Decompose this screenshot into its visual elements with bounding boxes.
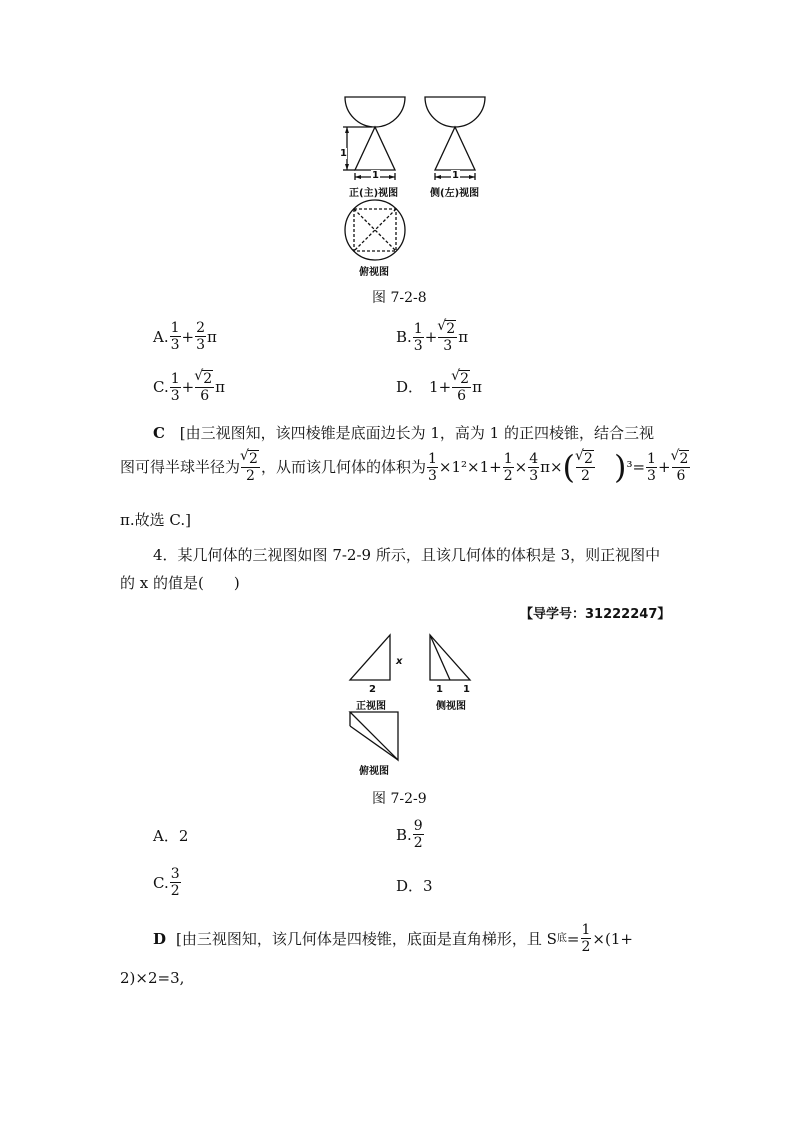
- fig2-side-dim-left: 1: [436, 684, 443, 695]
- option-b-prefix: B.: [396, 328, 412, 346]
- fraction: √ $\frac{2}{6}$: [195, 370, 214, 404]
- fig1-height-dim: 1: [340, 148, 347, 159]
- side-pyramid: [435, 127, 475, 170]
- option-b[interactable]: B. $\frac{9}{2}$: [396, 818, 423, 851]
- front-view-triangle: [350, 635, 390, 680]
- option-c[interactable]: C. $\frac{1}{3}$ + √ $\frac{2}{6}$ π: [153, 370, 225, 404]
- solution-text: [由三视图知，该四棱锥是底面边长为 1，高为 1 的正四棱锥，结合三视: [179, 424, 654, 442]
- fraction: √ $\frac{2}{3}$: [438, 320, 457, 354]
- option-c[interactable]: C. $\frac{3}{2}$: [153, 866, 180, 899]
- option-a[interactable]: A．2: [153, 827, 189, 845]
- figure-caption: 图 7-2-9: [372, 791, 427, 807]
- fig1-top-label: 俯视图: [359, 267, 389, 278]
- question-4-line-2: 的 x 的值是( ): [120, 574, 240, 592]
- fig1-front-label: 正(主)视图: [349, 188, 399, 199]
- fig1-side-width-dim: 1: [452, 170, 459, 181]
- solution-line-2: 2)×2=3,: [120, 969, 185, 987]
- fraction: $\frac{1}{2}$: [581, 922, 591, 955]
- fraction: √ $\frac{2}{2}$: [241, 450, 260, 484]
- fig2-front-dim: 2: [369, 684, 376, 695]
- solution-line-1: D [由三视图知，该几何体是四棱锥，底面是直角梯形，且 S 底 = $\frac{1}{2}$ ×(1+: [153, 922, 633, 955]
- answer-letter: D: [153, 929, 167, 948]
- fraction: $\frac{1}{3}$: [647, 450, 656, 484]
- fig2-side-dim-right: 1: [463, 684, 470, 695]
- fraction: $\frac{9}{2}$: [413, 818, 423, 851]
- fraction: √ $\frac{2}{2}$: [576, 450, 595, 484]
- front-hemisphere: [345, 97, 405, 127]
- option-d[interactable]: D． 1+ √ $\frac{2}{6}$ π: [396, 370, 482, 404]
- fraction: $\frac{1}{3}$: [170, 370, 180, 404]
- fig2-x-label: x: [396, 656, 403, 667]
- answer-letter: C: [153, 424, 165, 442]
- front-pyramid: [355, 127, 395, 170]
- option-a[interactable]: A. $\frac{1}{3}$ + $\frac{2}{3}$ π: [153, 320, 217, 353]
- option-b[interactable]: B. $\frac{1}{3}$ + √ $\frac{2}{3}$ π: [396, 320, 468, 354]
- fraction: √ $\frac{2}{6}$: [452, 370, 471, 404]
- option-d[interactable]: D．3: [396, 877, 433, 895]
- fraction: $\frac{3}{2}$: [170, 866, 180, 899]
- figure-7-2-8: [330, 90, 510, 275]
- fraction: $\frac{1}{3}$: [170, 320, 180, 353]
- fraction: $\frac{1}{3}$: [427, 450, 437, 484]
- question-4-line-1: 4．某几何体的三视图如图 7-2-9 所示，且该几何体的体积是 3，则正视图中: [153, 546, 661, 564]
- solution-line-2: 图可得半球半径为 √ $\frac{2}{2}$ ，从而该几何体的体积为 $\frac{1}{3}$ ×1²×1+ $\frac{1}{2}$ × $\frac{4}{3}$ π× ( √ $\frac{2}{2}$ ) ³= $\frac{1}{3}$ + √ $\frac{2}{6}$: [120, 450, 691, 484]
- option-d-prefix: D．: [396, 378, 424, 396]
- fig2-side-label: 侧视图: [436, 701, 466, 712]
- side-hemisphere: [425, 97, 485, 127]
- fig2-front-label: 正视图: [356, 701, 386, 712]
- option-a-prefix: A.: [153, 327, 169, 346]
- fraction: $\frac{1}{3}$: [413, 320, 423, 354]
- reference-number: 【导学号：31222247】: [520, 607, 671, 622]
- fraction: $\frac{1}{2}$: [503, 450, 513, 484]
- fraction: $\frac{2}{3}$: [196, 320, 206, 353]
- fraction: √ $\frac{2}{6}$: [672, 450, 691, 484]
- solution-line-1: [153, 423, 654, 443]
- option-c-prefix: C.: [153, 378, 169, 396]
- fraction: $\frac{4}{3}$: [529, 450, 539, 484]
- solution-line-3: π.故选 C.]: [120, 511, 191, 529]
- fig1-width-dim: 1: [372, 170, 379, 181]
- side-view-triangle: [430, 635, 470, 680]
- figure-caption: 图 7-2-8: [372, 290, 427, 306]
- fig2-top-label: 俯视图: [359, 766, 389, 777]
- fig1-side-label: 侧(左)视图: [430, 188, 480, 199]
- top-view-shape: [350, 712, 398, 760]
